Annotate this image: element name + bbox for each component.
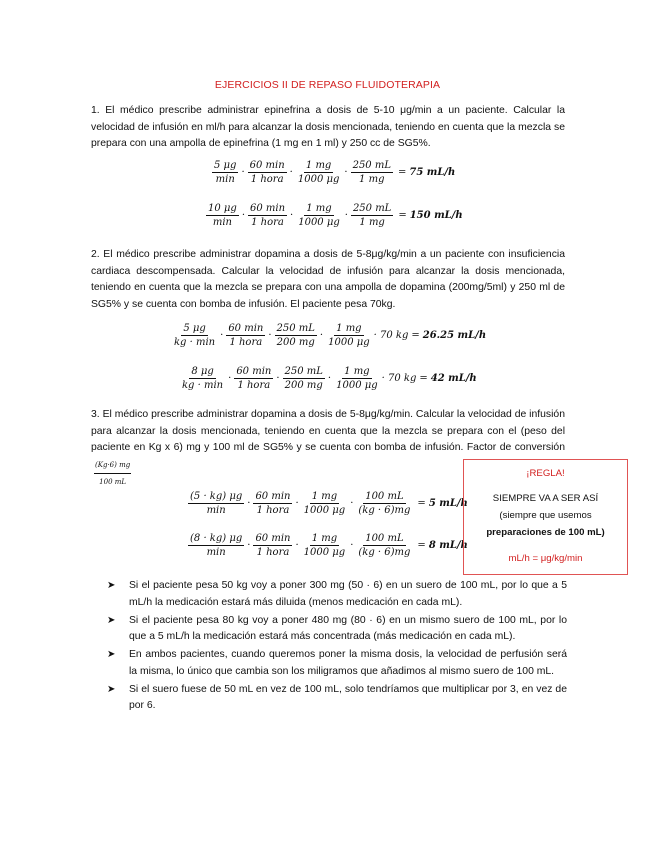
equation-1a-result: 75 mL/h <box>409 167 456 178</box>
rule-line-1: SIEMPRE VA A SER ASÍ <box>492 493 599 504</box>
arrow-bullet-icon: ➤ <box>107 649 116 660</box>
exercise-1-text: 1. El médico prescribe administrar epinefrina a dosis de 5-10 μg/min a un paciente. Calcular la velocidad de infusión en ml/h para alcanzar la dosis mencionada, teniendo en cuenta que la mezcla se prepara con una ampolla de epinefrina (1 mg en 1 ml) y 250 cc de SG5%. <box>91 105 565 149</box>
exercise-2-text: 2. El médico prescribe administrar dopamina a dosis de 5-8μg/kg/min a un paciente con insuficiencia cardiaca descompensada. Calcular la velocidad de infusión para alcanzar la dosis mencionada, teniendo en cuenta que la mezcla se prepara con una ampolla de dopamina (200mg/5ml) y 250 ml de SG5% y se cuenta con bomba de infusión. El paciente pesa 70kg. <box>91 249 565 310</box>
equation-3b: $\frac{(8 \cdot kg) \mu g}{\min}$ · $\frac{60 \min}{\text{1 hora}}$ · $\frac{1 mg}{1000 \mu g}$ · $\frac{100 mL}{(kg \cdot 6)mg}$ = 8 mL/h <box>190 533 468 558</box>
conversion-factor: $\frac{(Kg\cdot 6) mg}{100 mL}$ <box>94 457 131 491</box>
exercise-3-text: 3. El médico prescribe administrar dopamina a dosis de 5-8μg/kg/min. Calcular la velocidad de infusión para alcanzar la dosis mencionada, teniendo en cuenta que la mezcla se prepara con el (peso del paciente en Kg x 6) mg y 100 ml de SG5% y se cuenta con bomba de infusión. Factor de conversión $\frac{(Kg\cdot 6) mg}{100 mL}$ <box>91 407 565 491</box>
equation-2a: $\frac{5 \mu g}{kg \cdot \min}$ · $\frac{60 \min}{\text{1 hora}}$ · $\frac{250 mL}{200 mg}$ · $\frac{1 mg}{1000 \mu g}$ · 70 kg = 26.25 mL/h <box>174 323 487 348</box>
arrow-bullet-icon: ➤ <box>107 580 116 591</box>
rule-heading: ¡REGLA! <box>526 468 565 479</box>
equation-3a-result: 5 mL/h <box>428 498 468 509</box>
equation-2a-result: 26.25 mL/h <box>422 330 487 341</box>
arrow-bullet-icon: ➤ <box>107 683 116 695</box>
list-item: ➤ Si el suero fuese de 50 mL en vez de 100 mL, solo tendríamos que multiplicar por 3, en vez de por 6. <box>107 683 567 711</box>
bullet-list <box>107 578 567 716</box>
rule-line-2: (siempre que usemos <box>499 510 592 521</box>
list-item: ➤ En ambos pacientes, cuando queremos poner la misma dosis, la velocidad de perfusión será la misma, lo único que cambia son los miligramos que añadimos al mismo suero de 100 mL. <box>107 649 567 677</box>
arrow-bullet-icon: ➤ <box>107 614 116 626</box>
equation-2b-result: 42 mL/h <box>430 373 477 384</box>
list-item: ➤ Si el paciente pesa 80 kg voy a poner 480 mg (80 · 6) en un mismo suero de 100 mL, por lo que a 5 mL/h la medicación estará más concentrada (más medicación en cada mL). <box>107 614 567 642</box>
equation-1a: $\frac{5 \mu g}{\min}$ · $\frac{60 \min}{\text{1 hora}}$ · $\frac{1 mg}{1000 \mu g}$ · $\frac{250 mL}{1 mg}$ = 75 mL/h <box>214 160 456 185</box>
equation-1b-result: 150 mL/h <box>409 210 463 221</box>
list-item: ➤ Si el paciente pesa 50 kg voy a poner 300 mg (50 · 6) en un suero de 100 mL, por lo que a 5 mL/h la medicación estará más diluida (menos medicación en cada mL). <box>107 580 567 608</box>
equation-3a: $\frac{(5 \cdot kg) \mu g}{\min}$ · $\frac{60 \min}{\text{1 hora}}$ · $\frac{1 mg}{1000 \mu g}$ · $\frac{100 mL}{(kg \cdot 6)mg}$ = 5 mL/h <box>190 491 468 516</box>
rule-formula: mL/h = μg/kg/min <box>508 553 583 564</box>
rule-box <box>463 459 628 575</box>
rule-line-3: preparaciones de 100 mL) <box>486 527 605 538</box>
document-title: EJERCICIOS II DE REPASO FLUIDOTERAPIA <box>214 79 441 91</box>
equation-3b-result: 8 mL/h <box>428 540 468 551</box>
equation-2b: $\frac{8 \mu g}{kg \cdot \min}$ · $\frac{60 \min}{\text{1 hora}}$ · $\frac{250 mL}{200 mg}$ · $\frac{1 mg}{1000 \mu g}$ · 70 kg = 42 mL/h <box>182 366 477 391</box>
equation-1b: $\frac{10 \mu g}{\min}$ · $\frac{60 \min}{\text{1 hora}}$ · $\frac{1 mg}{1000 \mu g}$ · $\frac{250 mL}{1 mg}$ = 150 mL/h <box>208 203 463 228</box>
